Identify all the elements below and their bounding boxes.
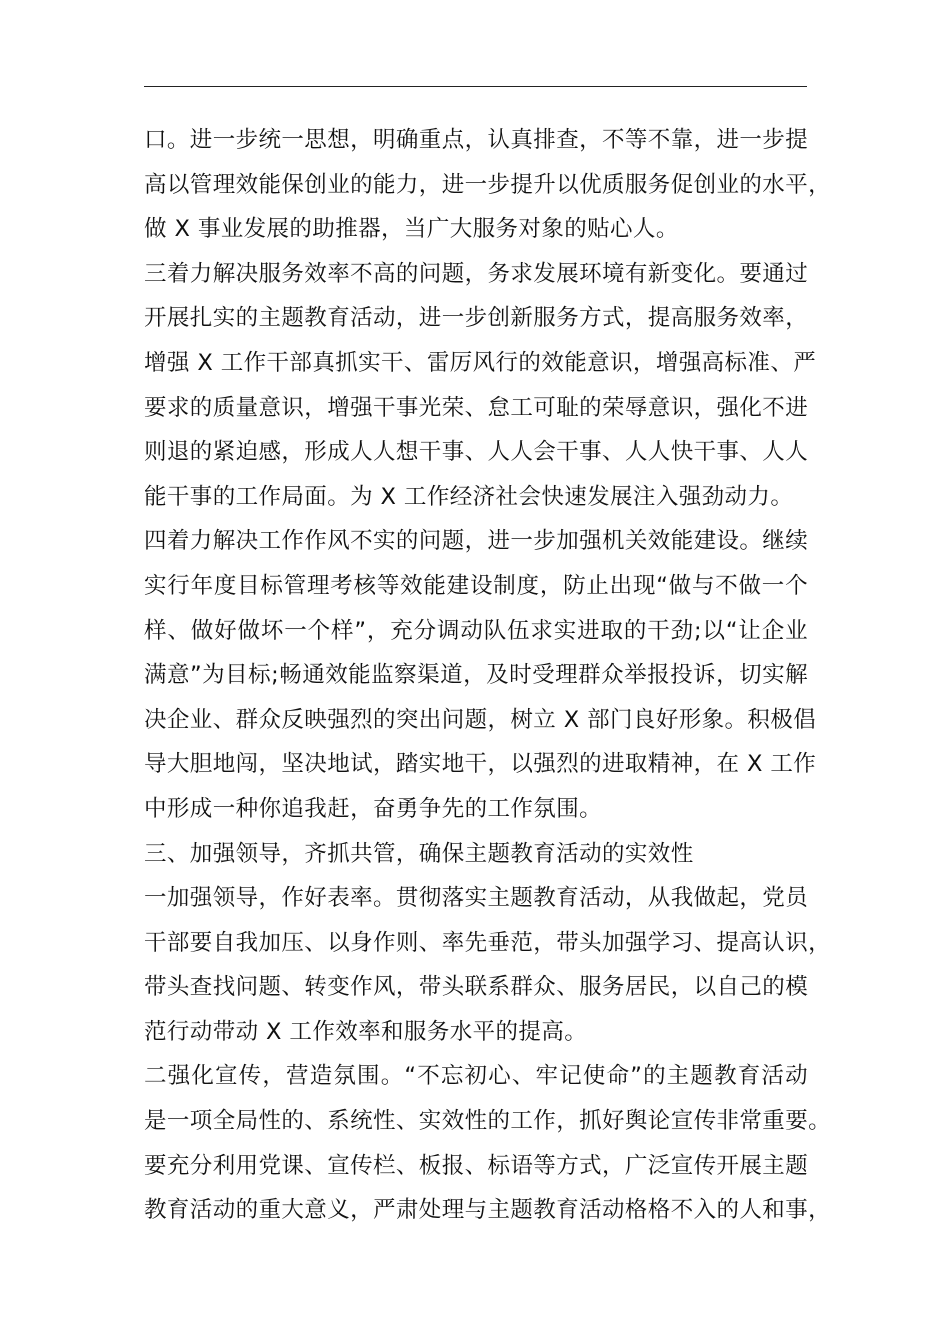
- text-line: 增强 X 工作干部真抓实干、雷厉风行的效能意识，增强高标准、严: [144, 349, 817, 376]
- text-line: 则退的紧迫感，形成人人想干事、人人会干事、人人快干事、人人: [144, 439, 809, 466]
- text-line: 一加强领导，作好表率。贯彻落实主题教育活动，从我做起，党员: [144, 885, 809, 912]
- text-line: 决企业、群众反映强烈的突出问题，树立 X 部门良好形象。积极倡: [144, 706, 817, 733]
- header-rule: [144, 86, 807, 87]
- text-line: 中形成一种你追我赶，奋勇争先的工作氛围。: [144, 795, 603, 822]
- text-line: 做 X 事业发展的助推器，当广大服务对象的贴心人。: [144, 216, 679, 243]
- text-line: 口。进一步统一思想，明确重点，认真排查，不等不靠，进一步提: [144, 127, 809, 153]
- text-line: 高以管理效能保创业的能力，进一步提升以优质服务促创业的水平，: [144, 171, 832, 198]
- text-line: 三、加强领导，齐抓共管，确保主题教育活动的实效性: [144, 840, 694, 867]
- document-body: [144, 118, 832, 1233]
- text-line: 实行年度目标管理考核等效能建设制度，防止出现“做与不做一个: [144, 572, 808, 599]
- text-line: 干部要自我加压、以身作则、率先垂范，带头加强学习、提高认识，: [144, 929, 832, 956]
- text-line: 是一项全局性的、系统性、实效性的工作，抓好舆论宣传非常重要。: [144, 1108, 832, 1135]
- text-line: 样、做好做坏一个样”，充分调动队伍求实进取的干劲;以“让企业: [144, 617, 808, 644]
- text-line: 范行动带动 X 工作效率和服务水平的提高。: [144, 1018, 588, 1045]
- text-line: 二强化宣传，营造氛围。“不忘初心、牢记使命”的主题教育活动: [144, 1063, 808, 1090]
- text-line: 带头查找问题、转变作风，带头联系群众、服务居民，以自己的模: [144, 974, 809, 1001]
- text-line: 要充分利用党课、宣传栏、板报、标语等方式，广泛宣传开展主题: [144, 1152, 809, 1179]
- text-line: 开展扎实的主题教育活动，进一步创新服务方式，提高服务效率，: [144, 305, 809, 332]
- text-line: 教育活动的重大意义，严肃处理与主题教育活动格格不入的人和事，: [144, 1197, 832, 1224]
- text-line: 三着力解决服务效率不高的问题，务求发展环境有新变化。要通过: [144, 260, 809, 287]
- text-line: 要求的质量意识，增强干事光荣、怠工可耻的荣辱意识，强化不进: [144, 394, 809, 421]
- text-line: 四着力解决工作作风不实的问题，进一步加强机关效能建设。继续: [144, 528, 809, 555]
- text-line: 满意”为目标;畅通效能监察渠道，及时受理群众举报投诉，切实解: [144, 662, 808, 689]
- text-line: 导大胆地闯，坚决地试，踏实地干，以强烈的进取精神，在 X 工作: [144, 751, 817, 778]
- text-line: 能干事的工作局面。为 X 工作经济社会快速发展注入强劲动力。: [144, 483, 794, 510]
